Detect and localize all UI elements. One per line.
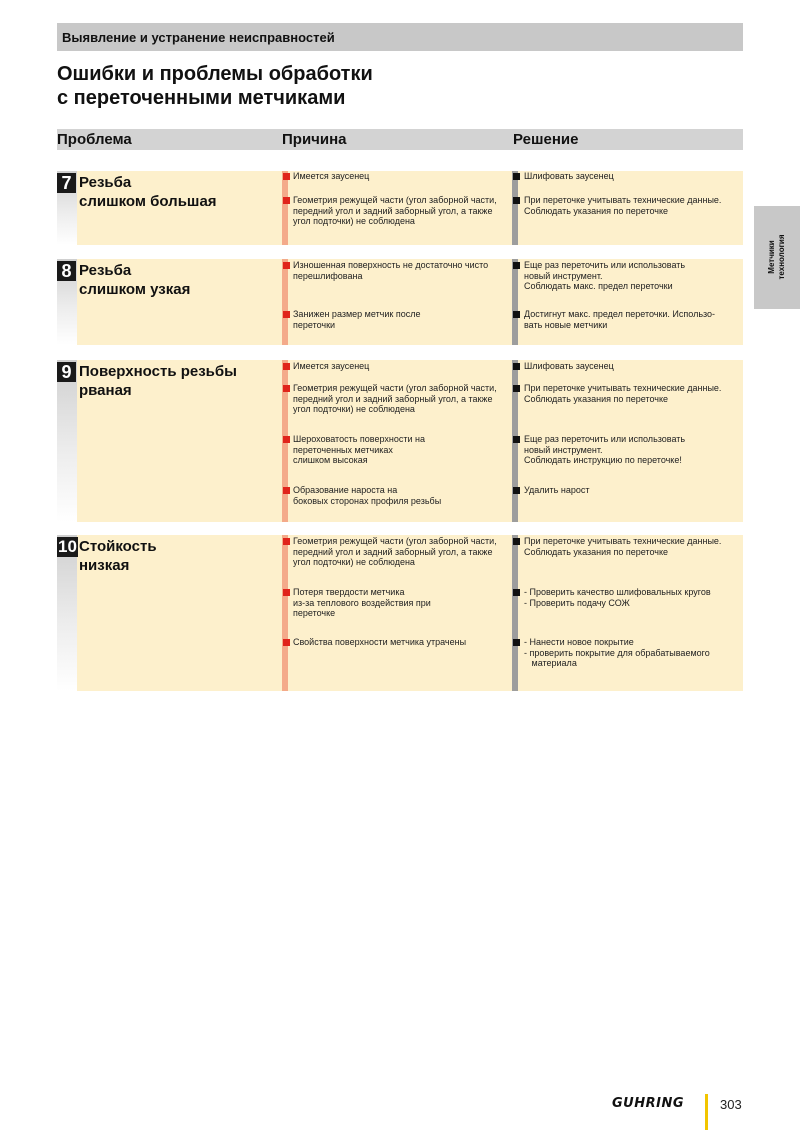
cause-item — [293, 260, 488, 281]
cause-item — [293, 309, 420, 330]
cause-line: Имеется заусенец — [293, 171, 370, 181]
cause-line: Геометрия режущей части (угол заборной части, — [293, 536, 497, 546]
page-number: 303 — [720, 1097, 742, 1112]
cause-line: Имеется заусенец — [293, 361, 370, 371]
problem-title-line: Резьба — [79, 174, 132, 191]
problem-number-badge: 7 — [57, 173, 76, 193]
cause-line: Геометрия режущей части (угол заборной части, — [293, 383, 497, 393]
solution-item — [524, 361, 614, 372]
block-gradient-strip — [57, 360, 77, 522]
solution-line: новый инструмент. — [524, 270, 603, 281]
solution-item — [524, 434, 685, 466]
cause-line: переточки — [293, 319, 336, 330]
solution-column-bar — [512, 259, 518, 345]
solution-line: - Проверить подачу СОЖ — [524, 597, 630, 608]
cause-line: угол подточки) не соблюдена — [293, 404, 415, 415]
solution-bullet — [513, 487, 520, 494]
solution-line: Удалить нарост — [524, 485, 590, 495]
section-header-bar — [57, 23, 743, 51]
solution-column-bar — [512, 171, 518, 245]
problem-block-8 — [57, 259, 743, 345]
side-tab-label — [767, 234, 787, 279]
solution-line: - проверить покрытие для обрабатываемого — [524, 647, 710, 658]
cause-line: Образование нароста на — [293, 485, 398, 495]
cause-line: угол подточки) не соблюдена — [293, 216, 415, 227]
guhring-logo: GUHRING — [612, 1096, 685, 1111]
solution-bullet — [513, 311, 520, 318]
solution-line: Соблюдать инструкцию по переточке! — [524, 455, 682, 466]
problem-title-line: слишком узкая — [79, 281, 191, 298]
solution-bullet — [513, 363, 520, 370]
solution-line: - Проверить качество шлифовальных кругов — [524, 587, 711, 597]
side-tab[interactable] — [754, 206, 800, 309]
section-title: Выявление и устранение неисправностей — [62, 30, 335, 45]
cause-item — [293, 171, 369, 182]
solution-bullet — [513, 197, 520, 204]
cause-line: Занижен размер метчик после — [293, 309, 421, 319]
solution-line: - Нанести новое покрытие — [524, 637, 634, 647]
page-title-line: Ошибки и проблемы обработки — [57, 63, 373, 85]
solution-item — [524, 485, 589, 496]
solution-item — [524, 260, 685, 292]
solution-bullet — [513, 436, 520, 443]
problem-title — [79, 537, 157, 575]
solution-item — [524, 171, 614, 182]
solution-line: Соблюдать указания по переточке — [524, 393, 669, 404]
cause-item — [293, 637, 466, 648]
cause-item — [293, 485, 441, 506]
problem-number-badge: 10 — [58, 537, 77, 556]
problem-number-badge: 8 — [57, 261, 76, 281]
solution-line: новый инструмент. — [524, 444, 603, 455]
cause-column-bar — [282, 171, 288, 245]
solution-item — [524, 536, 721, 557]
solution-line: материала — [524, 658, 577, 669]
cause-item — [293, 434, 425, 466]
solution-line: При переточке учитывать технические данные. — [524, 383, 722, 393]
cause-item — [293, 195, 497, 227]
solution-line: Еще раз переточить или использовать — [524, 434, 686, 444]
cause-line: угол подточки) не соблюдена — [293, 557, 415, 568]
solution-bullet — [513, 538, 520, 545]
problem-block-10 — [57, 535, 743, 691]
solution-line: Шлифовать заусенец — [524, 361, 614, 371]
cause-bullet — [283, 589, 290, 596]
solution-line: Соблюдать указания по переточке — [524, 205, 669, 216]
cause-item — [293, 383, 497, 415]
cause-bullet — [283, 197, 290, 204]
problem-title — [79, 362, 237, 400]
problem-title-line: слишком большая — [79, 193, 217, 210]
solution-line: Соблюдать макс. предел переточки — [524, 281, 673, 292]
cause-bullet — [283, 262, 290, 269]
cause-column-bar — [282, 259, 288, 345]
solution-item — [524, 383, 721, 404]
cause-bullet — [283, 363, 290, 370]
side-tab-line: Метчики — [767, 240, 776, 274]
solution-item — [524, 195, 721, 216]
solution-line: При переточке учитывать технические данные. — [524, 195, 722, 205]
problem-block-7 — [57, 171, 743, 245]
column-header-solution: Решение — [513, 131, 579, 148]
problem-title-line: рваная — [79, 382, 132, 399]
solution-line: При переточке учитывать технические данные. — [524, 536, 722, 546]
solution-bullet — [513, 589, 520, 596]
solution-item — [524, 587, 711, 608]
problem-block-9 — [57, 360, 743, 522]
solution-line: Еще раз переточить или использовать — [524, 260, 686, 270]
cause-column-bar — [282, 535, 288, 691]
cause-line: Геометрия режущей части (угол заборной части, — [293, 195, 497, 205]
solution-bullet — [513, 385, 520, 392]
cause-line: Свойства поверхности метчика утрачены — [293, 637, 467, 647]
cause-item — [293, 536, 497, 568]
solution-item — [524, 309, 715, 330]
column-header-bar — [57, 129, 743, 150]
cause-bullet — [283, 173, 290, 180]
cause-line: передний угол и задний заборный угол, а также — [293, 393, 493, 404]
problem-title — [79, 173, 217, 211]
cause-bullet — [283, 385, 290, 392]
problem-title-line: низкая — [79, 557, 130, 574]
cause-bullet — [283, 639, 290, 646]
cause-line: слишком высокая — [293, 455, 368, 466]
side-tab-line: технология — [777, 234, 786, 280]
column-header-cause: Причина — [282, 131, 347, 148]
solution-item — [524, 637, 710, 669]
cause-item — [293, 587, 431, 619]
cause-line: передний угол и задний заборный угол, а также — [293, 546, 493, 557]
problem-title-line: Поверхность резьбы — [79, 363, 237, 380]
cause-line: передний угол и задний заборный угол, а также — [293, 205, 493, 216]
solution-bullet — [513, 173, 520, 180]
cause-line: перешлифована — [293, 270, 363, 281]
cause-line: переточенных метчиках — [293, 444, 393, 455]
cause-line: Изношенная поверхность не достаточно чисто — [293, 260, 489, 270]
cause-line: Потеря твердости метчика — [293, 587, 405, 597]
cause-bullet — [283, 538, 290, 545]
solution-bullet — [513, 639, 520, 646]
solution-line: вать новые метчики — [524, 319, 608, 330]
cause-bullet — [283, 487, 290, 494]
problem-number-badge: 9 — [57, 362, 76, 382]
cause-line: боковых сторонах профиля резьбы — [293, 495, 442, 506]
page-title-line: с переточенными метчиками — [57, 87, 346, 109]
solution-bullet — [513, 262, 520, 269]
problem-title-line: Стойкость — [79, 538, 157, 555]
problem-title-line: Резьба — [79, 262, 132, 279]
column-header-problem: Проблема — [57, 131, 132, 148]
cause-bullet — [283, 311, 290, 318]
cause-line: из-за теплового воздействия при — [293, 597, 431, 608]
solution-line: Соблюдать указания по переточке — [524, 546, 669, 557]
solution-line: Достигнут макс. предел переточки. Использо- — [524, 309, 716, 319]
page-title — [57, 62, 657, 110]
cause-line: Шероховатость поверхности на — [293, 434, 425, 444]
problem-title — [79, 261, 190, 299]
block-gradient-strip — [57, 535, 77, 691]
solution-column-bar — [512, 535, 518, 691]
solution-line: Шлифовать заусенец — [524, 171, 614, 181]
cause-bullet — [283, 436, 290, 443]
footer-divider — [705, 1094, 708, 1130]
cause-item — [293, 361, 369, 372]
cause-line: переточке — [293, 608, 336, 619]
